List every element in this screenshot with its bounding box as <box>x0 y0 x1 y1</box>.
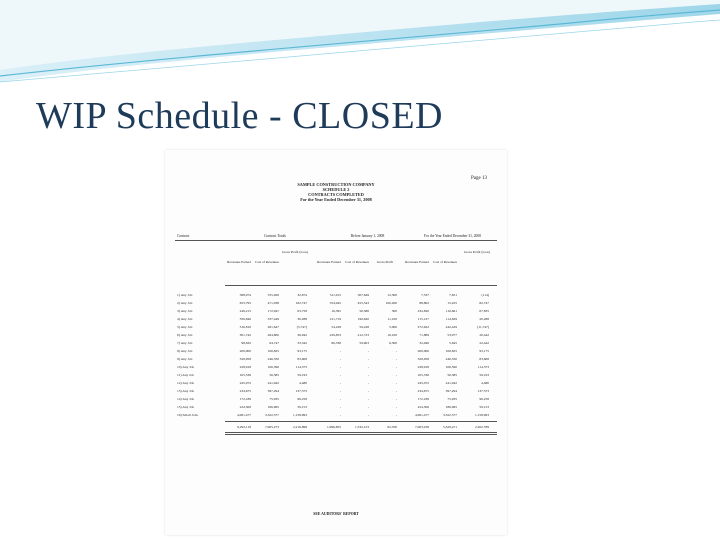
company-name: SAMPLE CONSTRUCTION COMPANY <box>297 182 375 187</box>
row-value: 228,918 <box>417 365 429 369</box>
row-value: 114,373 <box>295 365 307 369</box>
column-header: Cost of Revenues <box>433 260 457 264</box>
wip-schedule-document-image <box>165 150 507 535</box>
row-value: 4,061,477 <box>237 413 251 417</box>
row-value: - <box>339 365 341 369</box>
row-value: (11,747) <box>477 325 489 329</box>
table-row <box>165 331 507 339</box>
row-label: 4) Any Job <box>177 317 193 321</box>
row-value: - <box>367 373 369 377</box>
row-value: - <box>395 397 397 401</box>
row-value: 7,537 <box>421 293 429 297</box>
row-value: 329,958 <box>239 357 251 361</box>
row-value: 66,338 <box>331 341 341 345</box>
row-value: 16,100 <box>387 333 397 337</box>
column-header: Cost of Revenues <box>255 260 279 264</box>
row-value: 186,965 <box>445 405 457 409</box>
row-value: - <box>367 413 369 417</box>
rule-above-totals <box>225 421 497 422</box>
row-value: 71,889 <box>419 333 429 337</box>
row-value: 59,228 <box>359 325 369 329</box>
row-value: 337,449 <box>267 317 279 321</box>
row-value: 100,200 <box>385 301 397 305</box>
row-value: 63,758 <box>297 309 307 313</box>
row-value: 264,800 <box>267 333 279 337</box>
row-value: 4,061,477 <box>415 413 429 417</box>
group-header-contract-totals: Contract Totals <box>264 234 286 238</box>
row-value: 59,193 <box>297 373 307 377</box>
row-label: 12) Any Job <box>177 381 195 385</box>
row-value: 241,942 <box>267 381 279 385</box>
row-value: 22,442 <box>479 341 489 345</box>
row-value: - <box>339 373 341 377</box>
row-value: 172,947 <box>267 309 279 313</box>
column-header: Cost of Revenues <box>345 260 369 264</box>
row-value: 245,072 <box>239 381 251 385</box>
row-value: 114,829 <box>445 317 457 321</box>
row-label: 8) Any Job <box>177 349 193 353</box>
row-value: 106,825 <box>267 349 279 353</box>
schedule-subtitle: CONTRACTS COMPLETED <box>308 192 364 197</box>
header-swoosh-decoration <box>0 0 720 90</box>
row-value: 93,175 <box>479 349 489 353</box>
row-value: 241,942 <box>445 381 457 385</box>
contract-column-header: Contract <box>177 234 190 238</box>
row-value: 106,590 <box>267 365 279 369</box>
row-value: - <box>339 413 341 417</box>
row-value: 249,215 <box>239 309 251 313</box>
row-value: 653,795 <box>239 301 251 305</box>
row-value: 3,322,377 <box>265 413 279 417</box>
row-value: 272,622 <box>417 325 429 329</box>
row-label: 13) Any Job <box>177 389 195 393</box>
row-value: 93,175 <box>297 349 307 353</box>
row-value: 500 <box>391 309 397 313</box>
row-value: 246,350 <box>445 357 457 361</box>
row-value: 224,506 <box>239 405 251 409</box>
row-value: 20,442 <box>479 333 489 337</box>
row-value: 507,649 <box>357 293 369 297</box>
row-value: - <box>339 389 341 393</box>
row-value: - <box>367 357 369 361</box>
schedule-label: SCHEDULE 2 <box>322 187 350 192</box>
row-value: (5,747) <box>296 325 307 329</box>
double-rule-under-totals <box>225 434 497 435</box>
row-value: 281,647 <box>267 325 279 329</box>
row-value: 4,480 <box>299 381 307 385</box>
row-value: - <box>339 381 341 385</box>
table-row <box>165 307 507 315</box>
row-value: 200,000 <box>239 349 251 353</box>
table-row <box>165 291 507 299</box>
column-header: Gross Profit (Loss) <box>464 250 490 254</box>
row-value: - <box>339 405 341 409</box>
row-value: - <box>339 349 341 353</box>
auditors-report-footer: SEE AUDITORS' REPORT <box>313 512 359 516</box>
row-value: 20,288 <box>479 317 489 321</box>
row-value: 3,322,377 <box>443 413 457 417</box>
total-value: 1,532,153 <box>355 425 369 429</box>
row-label: 14) Any Job <box>177 397 195 401</box>
row-value: 137,373 <box>477 389 489 393</box>
row-value: 105,536 <box>239 373 251 377</box>
row-value: 16,395 <box>331 309 341 313</box>
row-value: 12,500 <box>387 293 397 297</box>
table-row <box>165 403 507 411</box>
column-header: Gross Profit <box>376 260 394 264</box>
row-value: - <box>395 365 397 369</box>
row-value: 83,608 <box>479 357 489 361</box>
row-value: 228,918 <box>239 365 251 369</box>
row-value: - <box>395 405 397 409</box>
row-value: 115,127 <box>417 317 429 321</box>
row-value: 106,825 <box>445 349 457 353</box>
row-value: 172,189 <box>239 397 251 401</box>
row-value: - <box>339 397 341 401</box>
column-header: Gross Profit (Loss) <box>282 250 308 254</box>
total-value: 5,329,471 <box>443 425 457 429</box>
table-row <box>165 315 507 323</box>
row-value: - <box>367 365 369 369</box>
row-label: 7) Any Job <box>177 341 193 345</box>
row-value: 5,000 <box>389 325 397 329</box>
group-header-year-2008: For the Year Ended December 31, 2008 <box>424 234 481 238</box>
row-value: 397,294 <box>445 389 457 393</box>
column-header: Revenues Earned <box>227 260 251 264</box>
row-value: 5,645 <box>449 341 457 345</box>
row-value: - <box>339 357 341 361</box>
row-value: 471,038 <box>267 301 279 305</box>
row-value: 67,835 <box>479 309 489 313</box>
slide-title: WIP Schedule - CLOSED <box>36 95 443 137</box>
rule-under-headers <box>225 285 497 286</box>
row-label: 11) Any Job <box>177 373 194 377</box>
table-row <box>165 323 507 331</box>
row-value: - <box>395 349 397 353</box>
row-value: 511,915 <box>329 293 341 297</box>
row-value: 83,608 <box>297 357 307 361</box>
row-value: 6,500 <box>389 341 397 345</box>
total-value: 7,003,258 <box>415 425 429 429</box>
table-row <box>165 371 507 379</box>
row-value: 316,810 <box>239 325 251 329</box>
table-row <box>165 355 507 363</box>
row-value: 211,719 <box>329 317 341 321</box>
row-value: - <box>395 373 397 377</box>
row-value: 246,350 <box>267 357 279 361</box>
row-value: 199,620 <box>357 317 369 321</box>
row-value: 554,945 <box>329 301 341 305</box>
row-value: 182,747 <box>295 301 307 305</box>
total-value: 2,202,789 <box>475 425 489 429</box>
row-value: 137,373 <box>295 389 307 393</box>
total-value: 7,005,273 <box>265 425 279 429</box>
row-value: 242,429 <box>445 325 457 329</box>
row-value: 32,874 <box>297 293 307 297</box>
row-value: 186,965 <box>267 405 279 409</box>
row-value: 53,077 <box>447 333 457 337</box>
table-row <box>165 387 507 395</box>
page-label: Page 13 <box>471 176 487 181</box>
row-value: 234,675 <box>239 389 251 393</box>
row-value: 224,506 <box>417 405 429 409</box>
schedule-period: For the Year Ended December 31, 2008 <box>300 197 372 202</box>
row-value: 234,675 <box>417 389 429 393</box>
row-value: 96,258 <box>297 397 307 401</box>
row-value: 200,000 <box>417 349 429 353</box>
table-row <box>165 411 507 419</box>
row-label: 3) Any Job <box>177 309 193 313</box>
row-value: 114,373 <box>477 365 489 369</box>
row-label: 5) Any Job <box>177 325 193 329</box>
row-label: 16) Small Jobs <box>177 413 198 417</box>
row-label: 15) Any Job <box>177 405 195 409</box>
row-value: 64,747 <box>269 341 279 345</box>
row-value: 59,903 <box>359 341 369 345</box>
row-value: 33,342 <box>297 341 307 345</box>
table-row <box>165 379 507 387</box>
row-label: 1) Any Job <box>177 293 193 297</box>
row-value: 116,661 <box>445 309 457 313</box>
table-row <box>165 299 507 307</box>
group-header-before-2008: Before January 1, 2008 <box>350 234 385 238</box>
row-value: 59,153 <box>297 405 307 409</box>
row-value: 88,802 <box>419 301 429 305</box>
row-label: 6) Any Job <box>177 333 193 337</box>
row-value: 59,193 <box>479 373 489 377</box>
rule-top <box>175 240 497 241</box>
column-header: Revenues Earned <box>317 260 341 264</box>
row-value: 455,543 <box>357 301 369 305</box>
total-value: 1,996,855 <box>327 425 341 429</box>
row-value: 75,935 <box>447 397 457 401</box>
row-value: 75,935 <box>269 397 279 401</box>
row-value: 15,455 <box>447 301 457 305</box>
row-value: 7,651 <box>449 293 457 297</box>
row-value: 172,189 <box>417 397 429 401</box>
row-value: 96,258 <box>479 397 489 401</box>
row-value: 329,958 <box>417 357 429 361</box>
row-value: 56,386 <box>359 309 369 313</box>
table-row <box>165 363 507 371</box>
row-value: 232,820 <box>417 309 429 313</box>
row-value: 1,158,993 <box>293 413 307 417</box>
row-value: - <box>367 405 369 409</box>
row-value: - <box>395 413 397 417</box>
row-label: 9) Any Job <box>177 357 193 361</box>
row-value: 105,536 <box>417 373 429 377</box>
double-rule-under-totals <box>225 432 497 433</box>
row-value: 301,742 <box>239 333 251 337</box>
row-value: 30,288 <box>297 317 307 321</box>
total-value: 9,292,118 <box>237 425 251 429</box>
row-value: - <box>395 357 397 361</box>
table-row <box>165 395 507 403</box>
total-value: 2,216,898 <box>293 425 307 429</box>
row-value: 588,074 <box>239 293 251 297</box>
row-value: 59,153 <box>479 405 489 409</box>
row-value: 212,723 <box>357 333 369 337</box>
row-value: 4,480 <box>481 381 489 385</box>
row-value: 54,228 <box>331 325 341 329</box>
row-value: 32,496 <box>419 341 429 345</box>
row-value: - <box>367 389 369 393</box>
row-value: 98,832 <box>241 341 251 345</box>
row-value: 56,385 <box>269 373 279 377</box>
row-value: - <box>395 389 397 393</box>
table-row <box>165 347 507 355</box>
row-value: - <box>367 381 369 385</box>
total-value: 62,700 <box>387 425 397 429</box>
row-value: 397,294 <box>267 389 279 393</box>
row-label: 10) Any Job <box>177 365 195 369</box>
row-value: - <box>367 349 369 353</box>
row-value: - <box>395 381 397 385</box>
row-value: - <box>367 397 369 401</box>
row-value: 555,200 <box>267 293 279 297</box>
row-value: 36,942 <box>297 333 307 337</box>
row-value: (114) <box>481 293 489 297</box>
row-label: 2) Any Job <box>177 301 193 305</box>
row-value: 106,590 <box>445 365 457 369</box>
row-value: 245,072 <box>417 381 429 385</box>
row-value: 56,385 <box>447 373 457 377</box>
row-value: 82,747 <box>479 301 489 305</box>
row-value: 11,100 <box>387 317 397 321</box>
row-value: 229,853 <box>329 333 341 337</box>
row-value: 356,846 <box>239 317 251 321</box>
totals-row <box>165 423 507 431</box>
row-value: 1,158,993 <box>475 413 489 417</box>
table-row <box>165 339 507 347</box>
column-header: Revenues Earned <box>405 260 429 264</box>
